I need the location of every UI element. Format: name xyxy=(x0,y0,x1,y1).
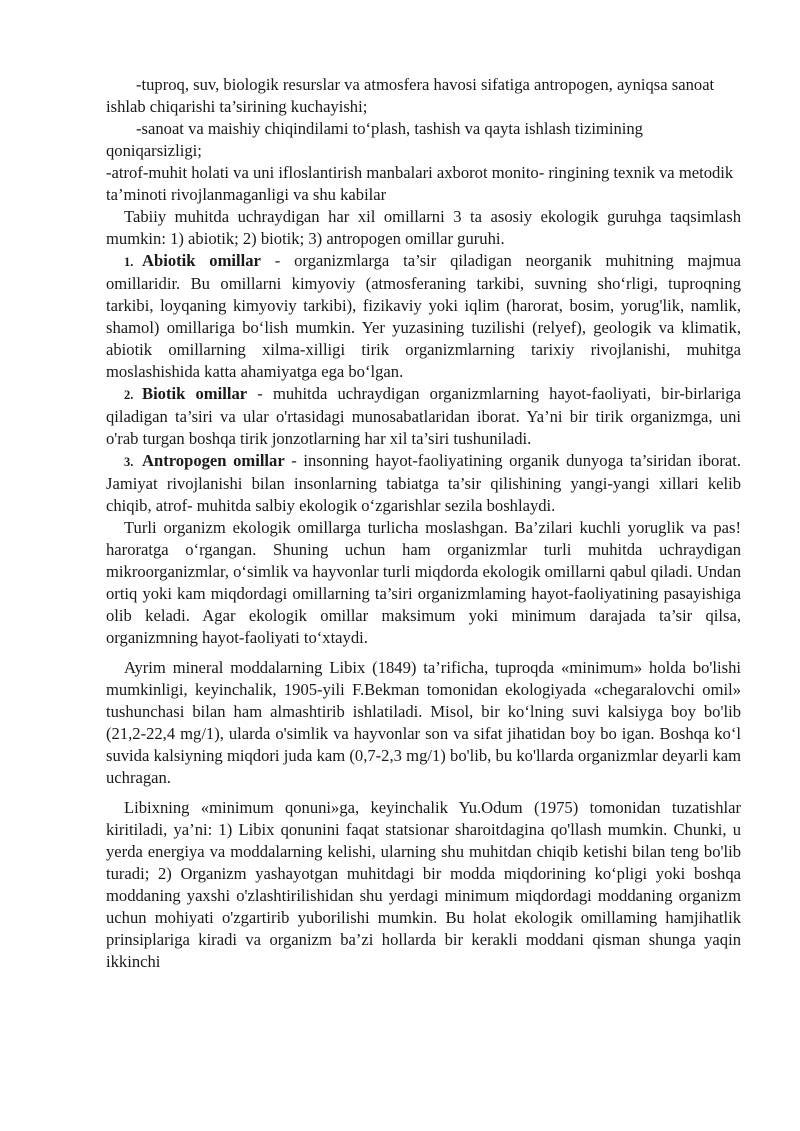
intro-line-2: -sanoat va maishiy chiqindilami to‘plash, tashish va qayta ishlash tizimining qoniqarsizligi; xyxy=(106,119,643,160)
list-number: 1. xyxy=(124,255,134,269)
paragraph-ayrim: Ayrim mineral moddalarning Libix (1849) ta’rificha, tuproqda «minimum» holda bo'lishi mumkinligi, keyinchalik, 1905-yili F.Bekman tomonidan ekologiyada «chegaralovchi omil» tushunchasi bilan ham almashtirib ishlatiladi. Misol, bir ko‘lning suvi kalsiyga boy bo'lib (21,2-22,4 mg/1), ularda o'simlik va hayvonlar son va sifat jihatidan boy bo igan. Boshqa ko‘l suvida kalsiyning miqdori juda kam (0,7-2,3 mg/1) bo'lib, bu ko'llarda organizmlar deyarli kam uchragan. xyxy=(106,658,741,787)
list-text: - muhitda uchraydigan organizmlarning hayot-faoliyati, bir-birlariga qiladigan ta’siri va ular o'rtasidagi munosabatlaridan iborat. Ya’ni bir tirik organizmga, uni o'rab turgan boshqa tirik jonzotlarning har xil ta’siri tushuniladi. xyxy=(106,384,741,448)
list-number: 3. xyxy=(124,455,134,469)
intro-line-3: -atrof-muhit holati va uni ifloslantirish manbalari axborot monito- ringining texnik va metodik ta’minoti rivojlanmaganligi va shu kabilar xyxy=(106,163,734,204)
list-term: Abiotik omillar xyxy=(142,251,261,270)
list-item-abiotic xyxy=(106,250,741,383)
list-term: Antropogen omillar xyxy=(142,451,285,470)
list-number: 2. xyxy=(124,388,134,402)
list-item-biotic xyxy=(106,383,741,450)
intro-line-1: -tuproq, suv, biologik resurslar va atmosfera havosi sifatiga antropogen, ayniqsa sanoat ishlab chiqarishi ta’sirining kuchayishi; xyxy=(106,75,715,116)
list-text: - organizmlarga ta’sir qiladigan neorganik muhitning majmua omillaridir. Bu omillarni kimyoviy (atmosferaning tarkibi, suvning sho‘rligi, tuproqning tarkibi, loyqaning kimyoviy tarkibi), fizikaviy yoki iqlim (harorat, bosim, yorug'lik, namlik, shamol) omillariga bo‘lish mumkin. Yer yuzasining tuzilishi (relyef), geologik va klimatik, abiotik omillarning xilma-xilligi tirik organizmlarning tarixiy rivojlanishi, muhitga moslashishida katta ahamiyatga ega bo‘lgan. xyxy=(106,251,742,381)
list-term: Biotik omillar xyxy=(142,384,248,403)
list-item-anthropogenic xyxy=(106,450,741,517)
paragraph-groups: Tabiiy muhitda uchraydigan har xil omillarni 3 ta asosiy ekologik guruhga taqsimlash mumkin: 1) abiotik; 2) biotik; 3) antropogen omillar guruhi. xyxy=(106,207,741,248)
list-text: - insonning hayot-faoliyatining organik dunyoga ta’siridan iborat. Jamiyat rivojlanishi bilan insonlarning tabiatga ta’sir qilishining yangi-yangi xillari kelib chiqib, atrof- muhitda salbiy ekologik o‘zgarishlar sezila boshlaydi. xyxy=(106,451,741,515)
paragraph-turli: Turli organizm ekologik omillarga turlicha moslashgan. Ba’zilari kuchli yoruglik va pas! haroratga o‘rgangan. Shuning uchun ham organizmlar turli muhitda uchraydigan mikroorganizmlar, o‘simlik va hayvonlar turli miqdorda ekologik omillarni qabul qiladi. Undan ortiq yoki kam miqdordagi omillarning ta’siri organizmlaming hayot-faoliyatining pasayishiga olib keladi. Agar ekologik omillar maksimum yoki minimum darajada ta’sir qilsa, organizmning hayot-faoliyati to‘xtaydi. xyxy=(106,518,741,647)
paragraph-libix: Libixning «minimum qonuni»ga, keyinchalik Yu.Odum (1975) tomonidan tuzatishlar kiritiladi, ya’ni: 1) Libix qonunini faqat statsionar sharoitdagina qo'llash mumkin. Chunki, u yerda energiya va moddalarning kelishi, ularning shu muhitdan chiqib ketishi bilan teng bo'lib turadi; 2) Organizm yashayotgan muhitdagi bir modda miqdorining ko‘pligi yoki boshqa moddaning yaxshi o'zlashtirilishidan shu yerdagi minimum miqdordagi moddaning organizm uchun mohiyati o'zgartirib yuborilishi mumkin. Bu holat ekologik omillaming hamjihatlik prinsiplariga kiradi va organizm ba’zi hollarda bir kerakli moddani qisman shunga yaqin ikkinchi xyxy=(106,798,741,971)
document-page xyxy=(106,74,741,973)
